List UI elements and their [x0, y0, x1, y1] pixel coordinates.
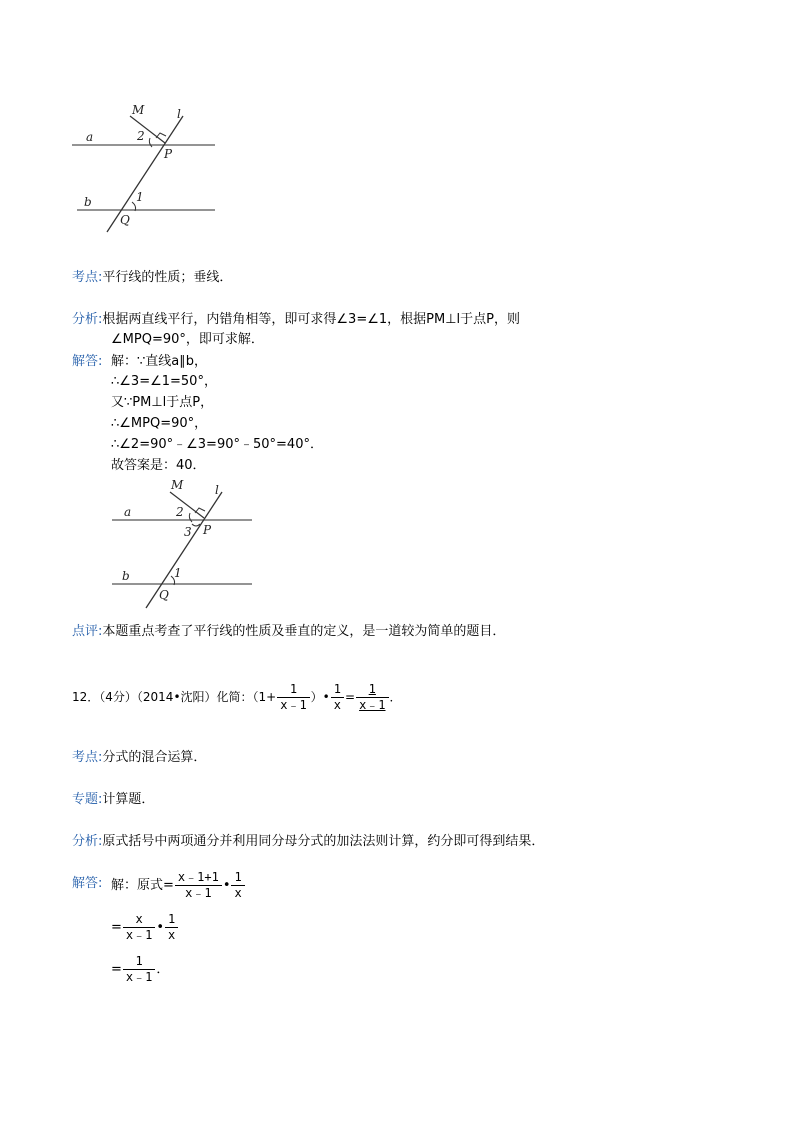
fraction-numerator: 1 [368, 682, 376, 696]
equals-sign: = [111, 962, 122, 977]
label-P: P [164, 147, 173, 161]
multiply-dot: • [156, 920, 165, 935]
kaodian-text: 平行线的性质；垂线． [102, 270, 233, 285]
fraction-denominator: x﹣1 [123, 969, 155, 985]
solution-step: ∴∠2=90°﹣∠3=90°﹣50°=40°． [111, 437, 323, 452]
kaodian-row [72, 266, 232, 285]
angle-2-arc [189, 513, 192, 522]
angle-3-arc [192, 524, 200, 526]
equals-sign: = [345, 690, 356, 704]
label-Q: Q [159, 588, 169, 602]
solution-step: ∴∠3=∠1=50°， [111, 374, 217, 389]
line-l [146, 492, 222, 608]
label-2: 2 [176, 505, 184, 519]
fraction-denominator: x﹣1 [277, 697, 309, 713]
fraction-denominator: x [231, 885, 244, 901]
q12-stem-prefix: 12．（4分）（2014•沈阳）化简：（1+ [72, 690, 277, 704]
fraction-numerator: 1 [289, 682, 298, 696]
jieda-label: 解答: [72, 354, 103, 369]
label-b: b [84, 195, 92, 209]
label-l: l [215, 483, 219, 497]
label-a: a [86, 130, 94, 144]
parallel-lines-figure-1 [60, 100, 230, 240]
label-Q: Q [120, 213, 130, 227]
fraction-numerator: 1 [234, 870, 242, 884]
multiply-dot: • [222, 878, 231, 893]
q12-close-paren: ）• [310, 690, 330, 704]
label-a: a [124, 505, 132, 519]
label-2: 2 [137, 129, 145, 143]
label-1: 1 [136, 190, 144, 204]
fraction-denominator: x [165, 927, 178, 943]
solution-step: 解：∵直线a∥b， [111, 354, 207, 369]
zhuanti-label: 专题: [72, 792, 103, 807]
fenxi-label: 分析: [72, 312, 103, 327]
q12-kaodian-row [72, 746, 206, 765]
zhuanti-text: 计算题． [102, 792, 155, 807]
label-M: M [132, 103, 145, 117]
solution-step: ∴∠MPQ=90°， [111, 416, 208, 431]
fenxi-text-line1: 根据两直线平行，内错角相等，即可求得∠3=∠1，根据PM⊥l于点P，则 [102, 312, 520, 327]
fraction-denominator: x﹣1 [123, 927, 155, 943]
solution-fraction [175, 870, 222, 901]
label-M: M [171, 478, 184, 492]
dianping-label: 点评: [72, 624, 103, 639]
q12-stem [72, 682, 402, 713]
line-l [107, 116, 183, 232]
q12-solution-line2 [111, 912, 179, 943]
q12-solution-line3 [111, 954, 169, 985]
solution-end: ． [156, 962, 170, 977]
fenxi-row [72, 308, 520, 327]
label-1: 1 [174, 566, 182, 580]
fraction-denominator: x﹣1 [175, 885, 222, 901]
solution-fraction [123, 912, 155, 943]
solution-step: 又∵PM⊥l于点P， [111, 395, 214, 410]
fraction-numerator: x [135, 912, 143, 926]
kaodian-label: 考点: [72, 270, 103, 285]
q12-zhuanti-row [72, 788, 154, 807]
dianping-text: 本题重点考查了平行线的性质及垂直的定义，是一道较为简单的题目． [102, 624, 506, 639]
fenxi-text-line2: ∠MPQ=90°，即可求解． [111, 332, 264, 347]
q12-jieda-label: 解答: [72, 876, 103, 891]
solution-fraction [123, 954, 155, 985]
q12-fenxi-row [72, 830, 544, 849]
solution-fraction [231, 870, 244, 901]
fraction-numerator: 1 [135, 954, 143, 968]
solution-step: 故答案是：40． [111, 458, 206, 473]
stem-end: ． [389, 690, 402, 704]
kaodian-label: 考点: [72, 750, 103, 765]
equals-sign: = [111, 920, 122, 935]
fraction-numerator: 1 [168, 912, 176, 926]
fraction-denominator: x﹣1 [356, 697, 388, 713]
label-P: P [203, 523, 212, 537]
label-b: b [122, 569, 130, 583]
q12-fraction [277, 682, 309, 713]
parallel-lines-figure-2 [100, 478, 270, 613]
q12-fraction [331, 682, 344, 713]
ray-pm [130, 116, 165, 143]
q12-answer-fraction [356, 682, 388, 713]
dianping-row [72, 620, 505, 639]
fraction-denominator: x [331, 697, 344, 713]
fenxi-label: 分析: [72, 834, 103, 849]
label-3: 3 [184, 525, 192, 539]
fenxi-text: 原式括号中两项通分并利用同分母分式的加法法则计算，约分即可得到结果． [102, 834, 545, 849]
label-l: l [177, 107, 181, 121]
fraction-numerator: 1 [333, 682, 341, 696]
q12-solution-line1 [111, 870, 246, 901]
kaodian-text: 分式的混合运算． [102, 750, 207, 765]
solution-prefix: 解：原式= [111, 878, 174, 893]
solution-fraction [165, 912, 178, 943]
fraction-numerator: x﹣1+1 [177, 870, 219, 884]
